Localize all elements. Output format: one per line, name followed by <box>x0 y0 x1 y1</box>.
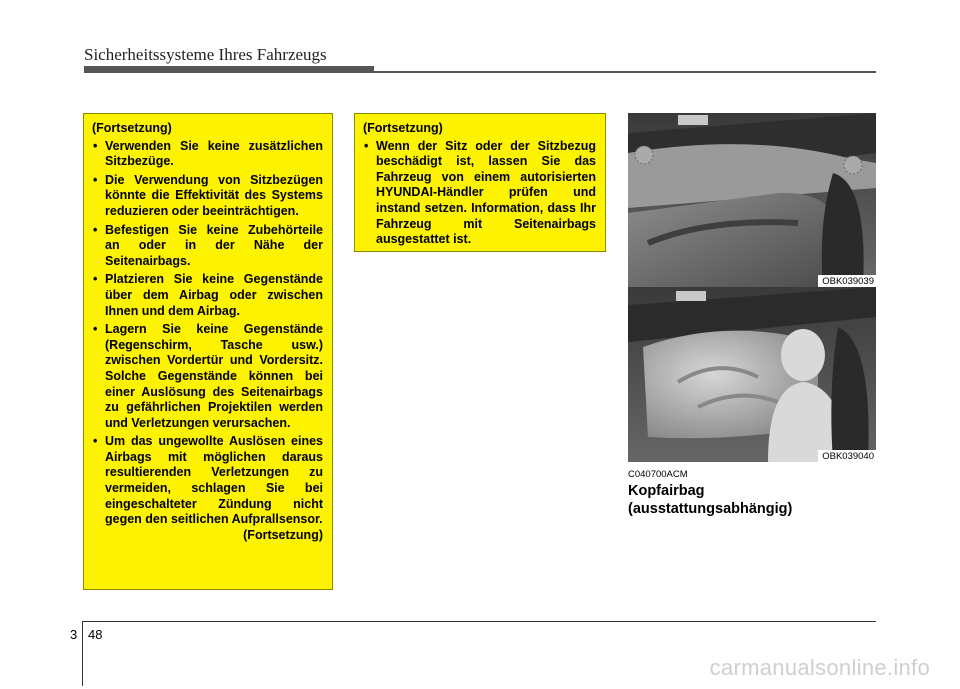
head-airbag-illustration <box>628 287 876 462</box>
side-airbag-photo-top <box>628 113 876 287</box>
section-code: C040700ACM <box>628 469 688 480</box>
list-item: • Befestigen Sie keine Zubehörteile an oder in der Nähe der Seitenairbags. <box>92 223 323 270</box>
head-airbag-photo-bottom <box>628 287 876 462</box>
list-item: • Die Verwendung von Sitzbezügen könnte die Effektivität des Systems reduzieren oder beeinträchtigen. <box>92 173 323 220</box>
list-item: • Wenn der Sitz oder der Sitzbezug beschädigt ist, lassen Sie das Fahrzeug von einem autorisierten HYUNDAI-Händler prüfen und instand setzen. Information, dass Ihr Fahrzeug mit Seitenairbags ausgestattet ist. <box>363 139 596 248</box>
footer-rule <box>82 621 876 622</box>
footer-divider <box>82 622 83 686</box>
car-interior-illustration <box>628 113 876 287</box>
list-item: • Lagern Sie keine Gegenstände (Regenschirm, Tasche usw.) zwischen Vordertür und Vordersitz. Solche Gegenstände können bei einer Auslösung des Seitenairbags zu gefährlichen Projektilen werden und Verletzungen verursachen. <box>92 322 323 431</box>
watermark: carmanualsonline.info <box>709 655 930 680</box>
continuation-label: (Fortsetzung) <box>363 121 443 135</box>
figure-code: OBK039040 <box>818 450 876 462</box>
list-item: • Platzieren Sie keine Gegenstände über dem Airbag oder zwischen Ihnen und dem Airbag. <box>92 272 323 319</box>
warning-box-middle <box>354 113 606 252</box>
section-title-line2: (ausstattungsabhängig) <box>628 501 793 517</box>
page-number: 48 <box>88 627 103 642</box>
continuation-label: (Fortsetzung) <box>92 121 172 135</box>
warning-list <box>363 139 596 248</box>
page-header-title: Sicherheitssysteme Ihres Fahrzeugs <box>84 45 327 64</box>
warning-box-left <box>83 113 333 590</box>
list-item: • Um das ungewollte Auslösen eines Airbags mit möglichen daraus resultierenden Verletzungen zu vermeiden, schlagen Sie bei eingeschalteter Zündung nicht gegen den seitlichen Aufprallsensor. <box>92 434 323 528</box>
chapter-number: 3 <box>70 627 78 642</box>
section-title <box>628 482 792 518</box>
figure-code: OBK039039 <box>818 275 876 287</box>
header-rule <box>84 71 876 73</box>
warning-list <box>92 139 323 528</box>
list-item: • Verwenden Sie keine zusätzlichen Sitzbezüge. <box>92 139 323 170</box>
section-title-line1: Kopfairbag <box>628 483 705 499</box>
continued-label: (Fortsetzung) <box>243 527 323 542</box>
